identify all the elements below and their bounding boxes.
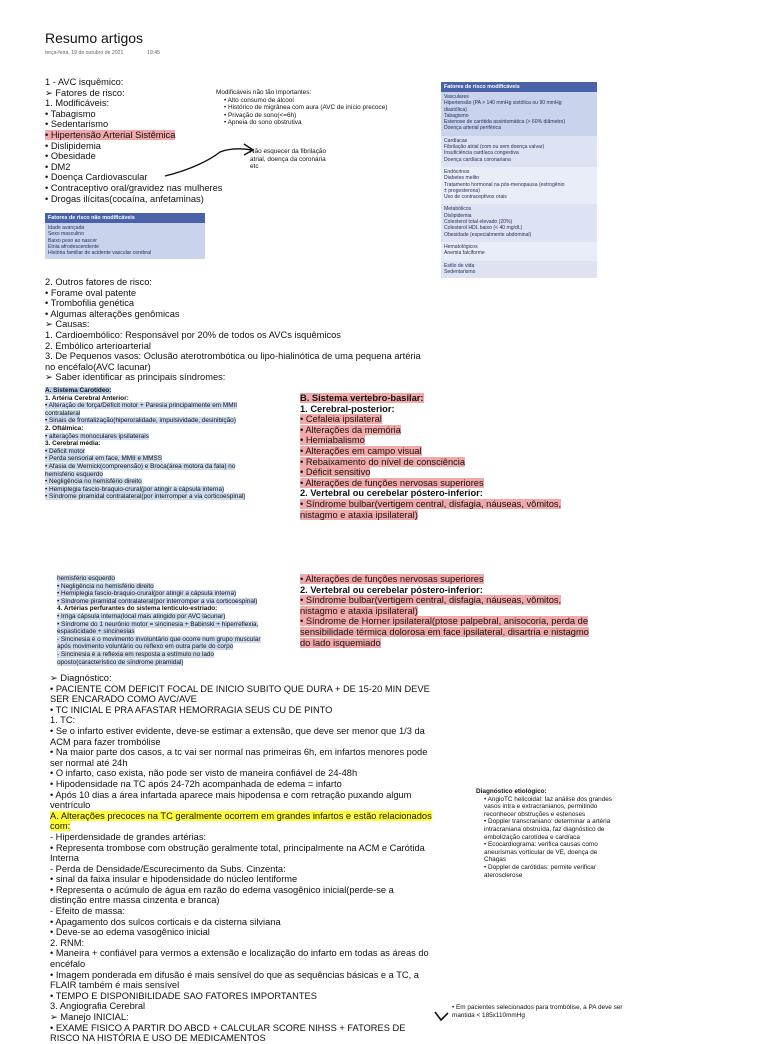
text-line: • Em pacientes selecionados para trombólise, a PA deve ser [452, 1004, 623, 1011]
risk-line: • Doença Cardiovascular [45, 172, 148, 183]
text-line: distinção entre massa cinzenta e branca) [50, 895, 220, 906]
text-line: - Sincinesia é a reflexia em resposta a estímulo no lado [57, 650, 215, 658]
table-row: Colesterol total elevado (20%) [444, 219, 513, 226]
table-row: Colesterol HDL baixo (< 40 mg/dL) [444, 225, 523, 232]
text-line: intracraniana obstruída, faz diagnóstico de [484, 825, 605, 833]
text-line: • TC INICIAL E PRA AFASTAR HEMORRAGIA SEUS CU DE PINTO [50, 704, 333, 715]
text-line: • Hemiabalismo [300, 435, 365, 446]
table-row: Dislipidemia [444, 212, 472, 219]
text-line: • Negligência no hemisfério direito [45, 478, 142, 486]
table-row: História familiar de acidente vascular cerebral [48, 250, 152, 257]
text-line: mantida < 185x110mmHg [452, 1011, 525, 1019]
text-line: • Imagem ponderada em difusão é mais sensível do que as sequências básicas e a TC, a [50, 969, 419, 980]
text-line: • Trombofilia genética [45, 298, 135, 309]
text-line: ➢ Causas: [45, 319, 90, 330]
etiologic-diagnosis-block [476, 788, 612, 879]
text-line: • TEMPO E DISPONIBILIDADE SAO FATORES IMPORTANTES [50, 990, 317, 1001]
text-line: • Alterações de funções nervosas superiores [300, 477, 484, 488]
text-line: 2. Vertebral ou cerebelar póstero-inferior: [300, 488, 483, 499]
less-important-title: Modificáveis não tão importantes: [216, 89, 312, 96]
bottom-right-note [452, 1004, 623, 1019]
text-line: • Rebaixamento do nível de consciência [300, 456, 466, 467]
text-line: • EXAME FISICO A PARTIR DO ABCD + CALCULAR SCORE NIHSS + FATORES DE [50, 1022, 406, 1033]
risk-line: • DM2 [45, 161, 71, 172]
table-row: Sexo masculino [48, 231, 84, 238]
carotid-system-block [45, 387, 245, 501]
arrow-note [250, 148, 326, 171]
table-row: Anemia falciforme [444, 250, 485, 257]
text-line: • Doppler transcraniano: determinar a artéria [484, 818, 611, 826]
text-line: • Após 10 dias a área infartada aparece mais hipodensa e com retração puxando algum [50, 789, 412, 800]
table-row: Endócrinos [444, 168, 470, 175]
text-line: RISCO NA HISTÓRIA E USO DE MEDICAMENTOS [50, 1033, 266, 1044]
text-line: • Cefaleia ipsilateral [300, 414, 382, 425]
table-row: diastólica) [444, 106, 467, 113]
risk-line: ➢ Fatores de risco: [45, 87, 125, 98]
text-line: 2. Embólico arterioarterial [45, 340, 151, 351]
text-line: • Negligência no hemisfério direito [57, 582, 154, 590]
nonmodifiable-table-header: Fatores de risco não modificáveis [45, 213, 205, 223]
text-line: embolização carotídea e cardíaca [484, 833, 580, 841]
text-line: 3. Angiografia Cerebral [50, 1001, 146, 1012]
text-line: encéfalo [50, 959, 86, 970]
text-line: Chagas [484, 856, 507, 864]
text-line: - Efeito de massa: [50, 906, 125, 917]
text-line: • Síndrome bulbar(vertigem central, disfagia, náuseas, vômitos, [300, 498, 562, 509]
text-line: • Alterações de funções nervosas superiores [300, 574, 484, 584]
text-line: • Ecocardiograma: verifica causas como [484, 841, 598, 849]
text-line: ventrículo [50, 800, 91, 811]
etiologic-title: Diagnóstico etiológico: [476, 788, 547, 795]
text-line: FLAIR também é mais sensível [50, 980, 180, 991]
section-heading: 1 - AVC isquêmico: [45, 77, 124, 87]
table-row: Obesidade (especialmente abdominal) [444, 231, 532, 238]
arrow-note-line: atrial, doença da coronária [250, 155, 326, 163]
text-line: após movimento voluntário ou reflexo em outra parte do corpo [57, 643, 234, 651]
text-line: aterosclerose [484, 871, 523, 879]
hand-arrow-icon [160, 140, 260, 180]
text-line: • Síndrome piramidal contralateral(por interromper a via corticoespinal) [45, 493, 246, 501]
less-important-item: • Alto consumo de álcool [224, 96, 294, 104]
modifiable-table-header: Fatores de risco modificáveis [441, 82, 597, 92]
page-title: Resumo artigos [45, 30, 144, 46]
table-row: Baixo peso ao nascer [48, 237, 97, 244]
less-important-item: • Histórico de migrânea com aura (AVC de início precoce) [224, 104, 388, 112]
less-important-block [216, 89, 387, 127]
table-row: Hipertensão (PA > 140 mmHg sistólica ou 90 mmHg [444, 100, 562, 107]
text-line: • Hemiplegia fascio-braquio-crural(por atingir a cápsula interna) [57, 590, 237, 598]
text-line: B. Sistema vertebro-basilar: [300, 393, 424, 403]
text-line: - Perda de Densidade/Escurecimento da Subs. Cinzenta: [50, 863, 286, 874]
risk-line: • Sedentarismo [45, 119, 109, 130]
text-line: • Sinais de frontalização(hiperoralidade, impulsividade, desinibição) [45, 417, 236, 425]
risk-line [45, 130, 222, 141]
table-row: Doença arterial periférica [444, 125, 501, 132]
text-line: 1. Cerebral-posterior: [300, 403, 395, 414]
table-row: Hematológicos [444, 243, 478, 250]
text-line: 1. TC: [50, 715, 76, 726]
modifiable-table [441, 82, 597, 278]
arrow-note-line: etc [250, 163, 259, 171]
text-line: • Apagamento dos sulcos corticais e da cisterna silviana [50, 916, 281, 927]
risk-line: • Obesidade [45, 151, 96, 162]
table-row: Doença cardíaca coronariana [444, 156, 511, 163]
arrow-note-line: Não esquecer da fibrilação [250, 148, 327, 155]
page-time: 19:45 [147, 50, 160, 56]
table-row: Uso de contraceptivos orais [444, 194, 507, 201]
table-row: Estilo de vida [444, 262, 475, 269]
text-line: • Déficit motor [45, 447, 85, 455]
table-row: Metabólicos [444, 206, 472, 213]
text-line: • alterações monoculares ipsilaterais [45, 432, 149, 440]
table-row: Tratamento hormonal na pós-menopausa (estrogênio [444, 181, 565, 188]
text-line: • sinal da faixa insular e hipodensidade do núcleo lentiforme [50, 874, 298, 885]
table-row: Idade avançada [48, 225, 85, 231]
risk-line: • Contraceptivo oral/gravidez nas mulheres [45, 182, 223, 193]
table-row: Sedentarismo [444, 268, 476, 275]
text-line: nistagmo e ataxia ipsilateral) [300, 605, 418, 616]
text-line: • Na maior parte dos casos, a tc vai ser normal nas primeiras 6h, em infartos menores pode [50, 747, 428, 758]
table-row: Tabagismo [444, 112, 469, 119]
text-line: vasos intra e extracranianos, permitindo [484, 803, 598, 811]
text-line: • O infarto, caso exista, não pode ser visto de maneira confiável de 24-48h [50, 768, 358, 779]
text-line: ➢ Saber identificar as principais síndromes: [45, 372, 226, 383]
text-line: • Síndrome do 1 neurônio motor = sincinesia + Babinski + hiperreflexia, [57, 620, 259, 628]
other-risk-causes-block [45, 277, 421, 383]
table-row: Vasculares [444, 94, 469, 100]
text-line: 3. De Pequenos vasos: Oclusão aterotrombótica ou lipo-hialinótica de uma pequena artéria [45, 351, 421, 362]
text-line: • Síndrome piramidal contralateral(por interromper a via corticoespinal) [57, 597, 258, 605]
text-line: • Representa o acúmulo de água em razão do edema vasogênico inicial(perde-se a [50, 884, 394, 895]
text-line: 2. Outros fatores de risco: [45, 277, 152, 287]
text-line: ➢ Manejo INICIAL: [50, 1012, 129, 1022]
text-line: nistagmo e ataxia ipsilateral) [300, 509, 418, 520]
text-line: aneurismas vorticular de VE, doença de [484, 848, 598, 856]
text-line: • Forame oval patente [45, 287, 137, 298]
text-line: 3. Cerebral média: [45, 440, 101, 448]
text-line: • Irriga cápsula interna(local mais atingido por AVC lacunar) [57, 612, 226, 620]
text-line: • Deve-se ao edema vasogênico inicial [50, 927, 210, 938]
text-line: SER ENCARADO COMO AVC/AVE [50, 694, 197, 705]
text-line: espasticidade + sincinesias [57, 628, 135, 636]
text-line: reconhecer obstruções e estenoses [484, 810, 586, 818]
text-line: 4. Artérias perfurantes do sistema lenticulo-estriado: [57, 605, 218, 613]
text-line: • Síndrome de Horner ipsilateral(ptose palpebral, anisocoria, perda de [300, 616, 589, 627]
text-line: • Hemiplegia fascio-braquio-crural(por atingir a cápsula interna) [45, 485, 225, 493]
hand-arrow-icon [432, 1010, 450, 1024]
text-line: • Alterações da memória [300, 424, 401, 435]
text-line: 1. Artéria Cerebral Anterior: [45, 394, 129, 402]
nonmodifiable-table [45, 213, 205, 259]
text-line: • PACIENTE COM DEFICIT FOCAL DE INICIO SUBITO QUE DURA + DE 15-20 MIN DEVE [50, 683, 430, 694]
text-line: 2. Vertebral ou cerebelar póstero-inferior: [300, 584, 483, 595]
table-row: Cardíacas [444, 137, 468, 144]
text-line: • Doppler de carótidas: permite verificar [484, 863, 596, 871]
diagnosis-block [50, 673, 432, 1044]
text-line: A. Sistema Carotídeo: [45, 387, 112, 394]
text-line: • Síndrome bulbar(vertigem central, disfagia, náuseas, vômitos, [300, 595, 562, 606]
risk-line: • Tabagismo [45, 108, 96, 119]
text-line: 2. RNM: [50, 937, 85, 948]
text-line: sensibilidade térmica dolorosa em face ipsilateral, disartria e nistagmo [300, 626, 589, 637]
text-line: 2. Oftálmica: [45, 424, 84, 432]
text-line: hemisfério esquerdo [45, 470, 103, 478]
text-line: • Se o infarto estiver evidente, deve-se estimar a extensão, que deve ser menor que 1/3 da [50, 725, 425, 736]
risk-line: • Drogas ilícitas(cocaína, anfetaminas) [45, 193, 204, 204]
text-line: ser normal até 24h [50, 757, 128, 768]
text-line: oposto(característico de síndrome piramidal) [57, 658, 184, 666]
text-line: ACM para fazer trombólise [50, 736, 161, 747]
text-line: • Alterações em campo visual [300, 445, 422, 456]
text-line: hemisfério esquerdo [57, 575, 115, 582]
text-line: 1. Cardioembólico: Responsável por 20% de todos os AVCs isquêmicos [45, 329, 341, 340]
text-line: com: [50, 821, 71, 832]
highlight-hypertension: • Hipertensão Arterial Sistêmica [45, 129, 176, 140]
text-line: Interna [50, 853, 79, 864]
text-line: ➢ Diagnóstico: [50, 673, 112, 683]
text-line: • Perda sensorial em face, MMII e MMSS [45, 455, 162, 463]
text-line: A. Alterações precoces na TC geralmente ocorrem em grandes infartos e estão relacionados [50, 810, 432, 821]
vertebrobasilar-block [300, 393, 561, 523]
risk-line: • Dislipidemia [45, 140, 101, 151]
text-line: no encéfalo(AVC lacunar) [45, 361, 151, 372]
table-row: Estenose de carótida assintomática (> 60% diâmetro) [444, 119, 566, 126]
text-line: • Alteração de força/Déficit motor + Paresia principalmente em MMII [45, 402, 238, 410]
less-important-item: • Apneia do sono obstrutiva [224, 119, 302, 127]
text-line: do lado isquemiado [300, 637, 381, 648]
page-date: terça-feira, 19 de outubro de 2021 [45, 50, 124, 56]
text-line: • AngioTC helicoidal: faz análise dos grandes [484, 795, 612, 803]
carotid-continuation-block [57, 575, 261, 666]
table-row: Fibrilação atrial (com ou sem doença valvar) [444, 144, 545, 151]
text-line: - Hiperdensidade de grandes artérias: [50, 831, 207, 842]
table-row: Insuficiência cardíaca congestiva [444, 150, 519, 157]
text-line: • Hipodensidade na TC após 24-72h acompanhada de edema = infarto [50, 778, 342, 789]
text-line: - Sincinesia é o movimento involuntário que ocorre num grupo muscular [57, 635, 261, 643]
text-line: • Déficit sensitivo [300, 467, 371, 478]
text-line: • Afasia de Wernick(compreensão) e Broca(área motora da fala) no [45, 462, 236, 470]
table-row: ± progesterona) [444, 187, 480, 194]
table-row: Etnia afrodescendente [48, 243, 99, 250]
risk-line: 1. Modificáveis: [45, 98, 110, 109]
text-line: contralateral [45, 409, 81, 417]
text-line: • Maneira + confiável para vermos a extensão e localização do infarto em todas as áreas do [50, 948, 429, 959]
text-line: • Representa trombose com obstrução geralmente total, principalmente na ACM e Carótida [50, 842, 425, 853]
table-row: Diabetes melito [444, 175, 480, 182]
less-important-item: • Privação de sono(<=6h) [224, 111, 297, 119]
text-line: • Algumas alterações genômicas [45, 308, 180, 319]
vertebrobasilar-continuation-block [300, 574, 589, 648]
